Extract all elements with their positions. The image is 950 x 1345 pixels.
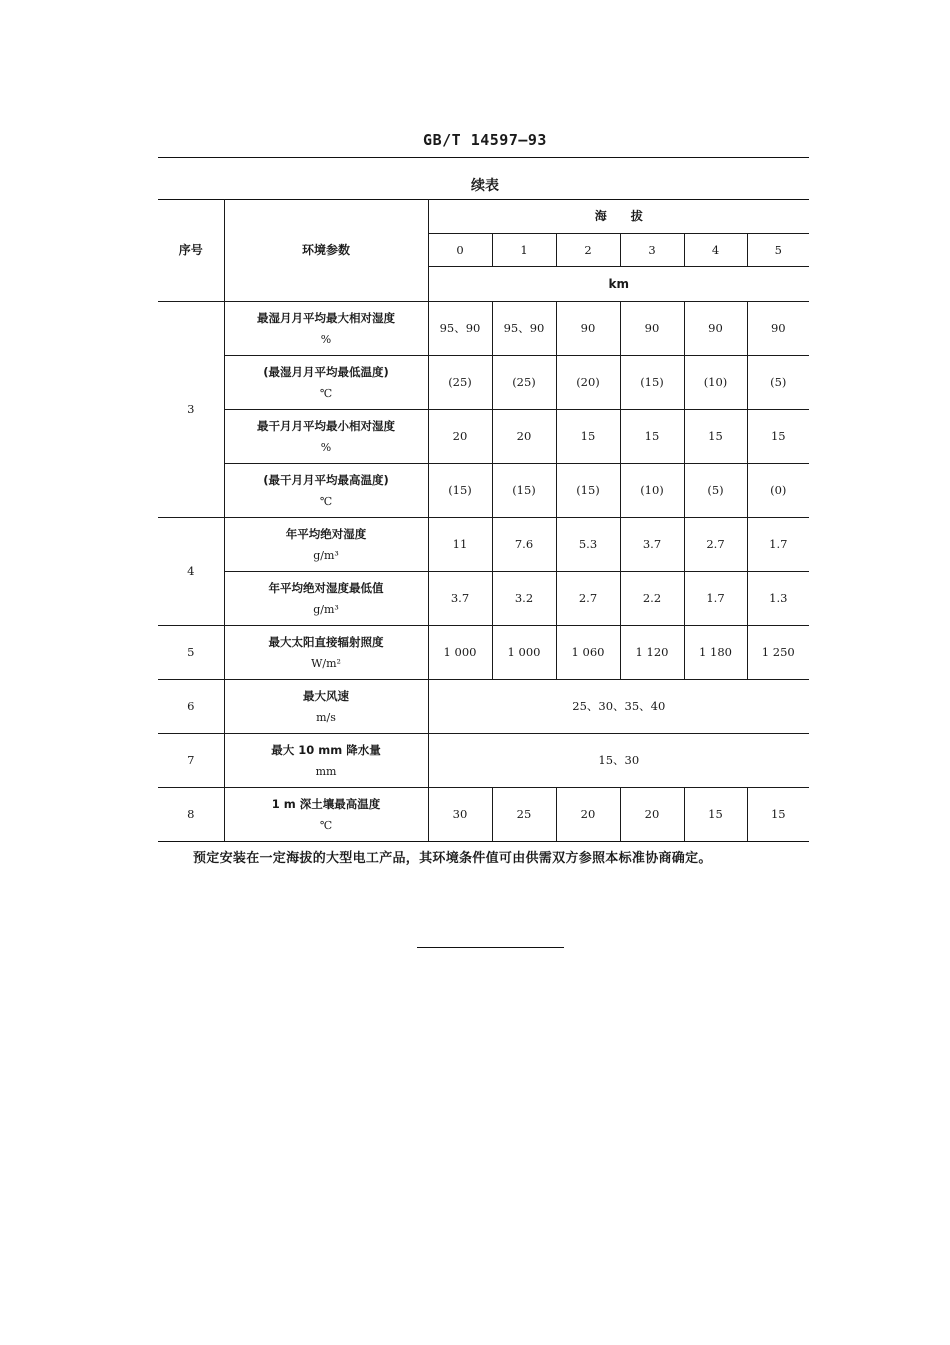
value-cell: 15 [684, 788, 747, 842]
param-unit: m/s [316, 710, 336, 724]
value-cell: 95、90 [428, 302, 492, 356]
value-cell: 1 000 [492, 626, 556, 680]
value-cell: 15 [620, 410, 684, 464]
header-rule [158, 157, 809, 158]
value-cell: 1 180 [684, 626, 747, 680]
value-cell: (20) [556, 356, 620, 410]
param-unit: ℃ [319, 386, 333, 400]
value-cell: (0) [747, 464, 809, 518]
param-unit: mm [315, 764, 337, 778]
value-cell: 15 [556, 410, 620, 464]
value-cell: (5) [747, 356, 809, 410]
seq-number: 8 [158, 788, 224, 842]
value-cell: (15) [492, 464, 556, 518]
param-name: 年平均绝对湿度 g/m³ [224, 518, 428, 572]
value-cell: (25) [428, 356, 492, 410]
altitude-unit: km [428, 267, 809, 302]
value-cell: 15 [684, 410, 747, 464]
altitude-level: 3 [620, 234, 684, 267]
value-cell: 15 [747, 410, 809, 464]
standard-number: GB/T 14597—93 [423, 131, 547, 149]
param-unit: % [320, 440, 332, 454]
value-cell: 90 [556, 302, 620, 356]
value-cell: 11 [428, 518, 492, 572]
value-cell: 15 [747, 788, 809, 842]
seq-number: 4 [158, 518, 224, 626]
altitude-level: 1 [492, 234, 556, 267]
value-cell: 2.2 [620, 572, 684, 626]
value-cell: 20 [556, 788, 620, 842]
value-cell: (15) [428, 464, 492, 518]
param-name: (最湿月月平均最低温度) ℃ [224, 356, 428, 410]
table-title: 续表 [471, 178, 499, 194]
value-cell: (15) [620, 356, 684, 410]
param-name: 年平均绝对湿度最低值 g/m³ [224, 572, 428, 626]
value-cell: 30 [428, 788, 492, 842]
value-cell: 3.7 [620, 518, 684, 572]
param-name: 1 m 深土壤最高温度 ℃ [224, 788, 428, 842]
value-cell: 90 [684, 302, 747, 356]
param-name: 最大太阳直接辐射照度 W/m² [224, 626, 428, 680]
value-cell: 2.7 [556, 572, 620, 626]
param-header: 环境参数 [224, 200, 428, 302]
value-cell: (5) [684, 464, 747, 518]
merged-value-cell: 15、30 [428, 734, 809, 788]
value-cell: 90 [747, 302, 809, 356]
param-unit: g/m³ [313, 548, 339, 562]
param-name: 最大 10 mm 降水量 mm [224, 734, 428, 788]
value-cell: (10) [684, 356, 747, 410]
param-unit: ℃ [319, 494, 333, 508]
seq-number: 3 [158, 302, 224, 518]
altitude-level: 0 [428, 234, 492, 267]
value-cell: 1.7 [684, 572, 747, 626]
value-cell: (15) [556, 464, 620, 518]
param-name: 最大风速 m/s [224, 680, 428, 734]
altitude-level: 2 [556, 234, 620, 267]
param-unit: % [320, 332, 332, 346]
param-name: 最干月月平均最小相对湿度 % [224, 410, 428, 464]
value-cell: 1.3 [747, 572, 809, 626]
altitude-level: 4 [684, 234, 747, 267]
value-cell: 20 [492, 410, 556, 464]
value-cell: 20 [428, 410, 492, 464]
param-unit: g/m³ [313, 602, 339, 616]
value-cell: 1.7 [747, 518, 809, 572]
param-name: 最湿月月平均最大相对湿度 % [224, 302, 428, 356]
value-cell: (25) [492, 356, 556, 410]
value-cell: 25 [492, 788, 556, 842]
value-cell: 1 120 [620, 626, 684, 680]
end-rule [417, 947, 564, 948]
seq-header: 序号 [158, 200, 224, 302]
merged-value-cell: 25、30、35、40 [428, 680, 809, 734]
environment-parameters-table [158, 199, 809, 842]
param-unit: ℃ [319, 818, 333, 832]
altitude-header: 海拔 [428, 200, 809, 234]
value-cell: 1 060 [556, 626, 620, 680]
value-cell: 90 [620, 302, 684, 356]
value-cell: 2.7 [684, 518, 747, 572]
value-cell: 1 250 [747, 626, 809, 680]
footnote: 预定安装在一定海拔的大型电工产品，其环境条件值可由供需双方参照本标准协商确定。 [193, 851, 712, 866]
altitude-level: 5 [747, 234, 809, 267]
value-cell: 95、90 [492, 302, 556, 356]
value-cell: (10) [620, 464, 684, 518]
param-name: (最干月月平均最高温度) ℃ [224, 464, 428, 518]
seq-number: 7 [158, 734, 224, 788]
value-cell: 20 [620, 788, 684, 842]
value-cell: 7.6 [492, 518, 556, 572]
value-cell: 5.3 [556, 518, 620, 572]
value-cell: 3.2 [492, 572, 556, 626]
value-cell: 3.7 [428, 572, 492, 626]
value-cell: 1 000 [428, 626, 492, 680]
seq-number: 6 [158, 680, 224, 734]
seq-number: 5 [158, 626, 224, 680]
param-unit: W/m² [311, 656, 341, 670]
